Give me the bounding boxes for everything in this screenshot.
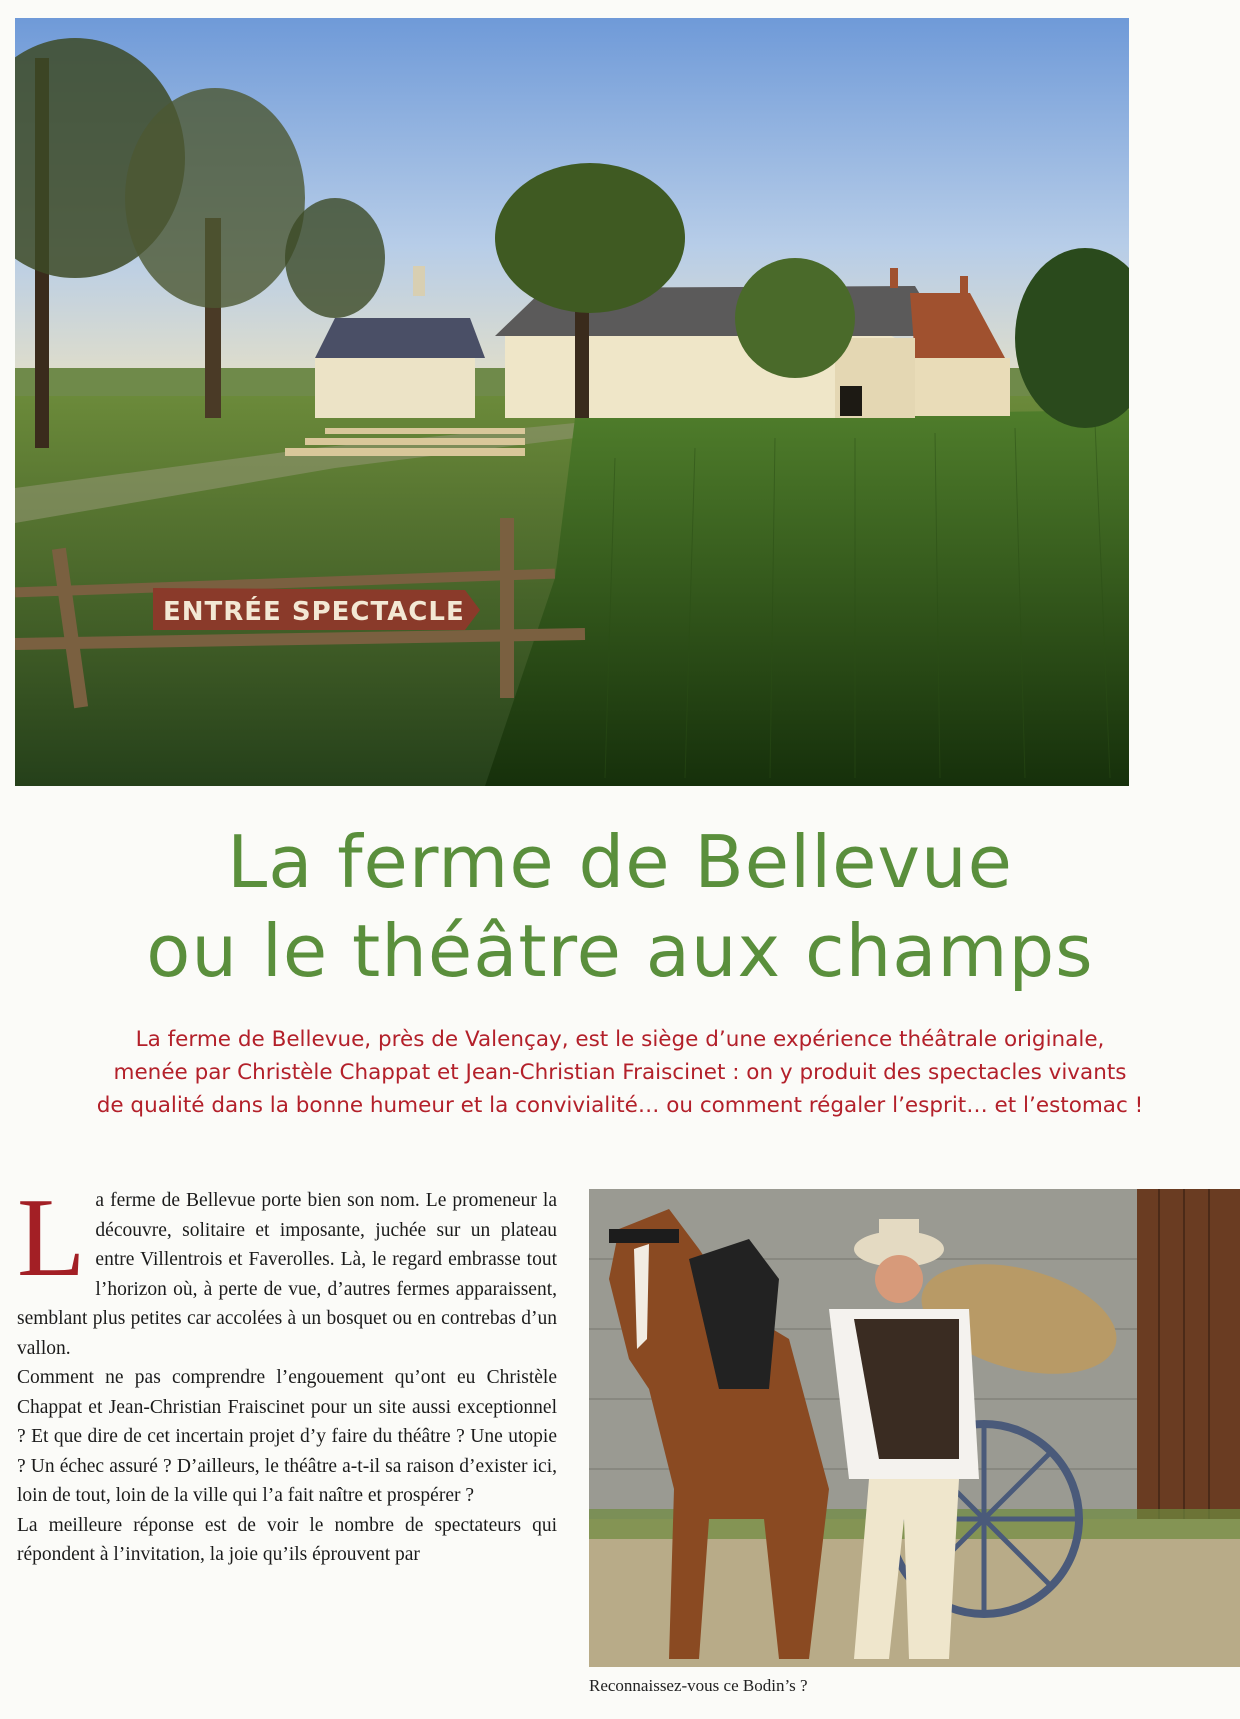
entree-spectacle-sign — [153, 588, 480, 630]
sign-text: ENTRÉE SPECTACLE — [163, 597, 465, 627]
paragraph-1-text: a ferme de Bellevue porte bien son nom. Le promeneur la découvre, solitaire et imposante, juchée sur un plateau entre Villentrois et Faverolles. Là, le regard embrasse tout l’horizon où, à perte de vue, d’autres fermes apparaissent, semblant plus petites car accolées à un bosquet ou en contrebas d’un vallon. — [17, 1190, 557, 1359]
paragraph-2: Comment ne pas comprendre l’engouement qu’ont eu Christèle Chappat et Jean-Christian Fraiscinet pour un site aussi exceptionnel ? Et que dire de cet incertain projet d’y faire du théâtre ? Une utopie ? Un échec assuré ? D’ailleurs, le théâtre a-t-il sa raison d’exister ici, loin de tout, loin de la ville qui l’a fait naître et prospérer ? — [17, 1367, 557, 1506]
lede-line2: menée par Christèle Chappat et Jean-Christian Fraiscinet : on y produit des spectacles vivants — [113, 1060, 1127, 1085]
photo-caption: Reconnaissez-vous ce Bodin’s ? — [589, 1676, 808, 1695]
lede-line3: de qualité dans la bonne humeur et la convivialité… ou comment régaler l’esprit… et l’estomac ! — [96, 1093, 1144, 1118]
lede-line1: La ferme de Bellevue, près de Valençay, est le siège d’une expérience théâtrale originale, — [135, 1027, 1105, 1052]
hero-photo — [15, 18, 1129, 786]
wheat-field — [485, 410, 1129, 786]
article-title-line2: ou le théâtre aux champs — [146, 909, 1094, 993]
paragraph-3: La meilleure réponse est de voir le nombre de spectateurs qui répondent à l’invitation, la joie qu’ils éprouvent par — [17, 1514, 557, 1565]
paragraph-1 — [17, 1176, 557, 1363]
wooden-door — [1137, 1189, 1240, 1519]
horse-cart-photo — [589, 1189, 1240, 1667]
article-body — [17, 1176, 557, 1570]
article-title-line1: La ferme de Bellevue — [227, 820, 1013, 904]
drop-cap: L — [17, 1176, 86, 1300]
